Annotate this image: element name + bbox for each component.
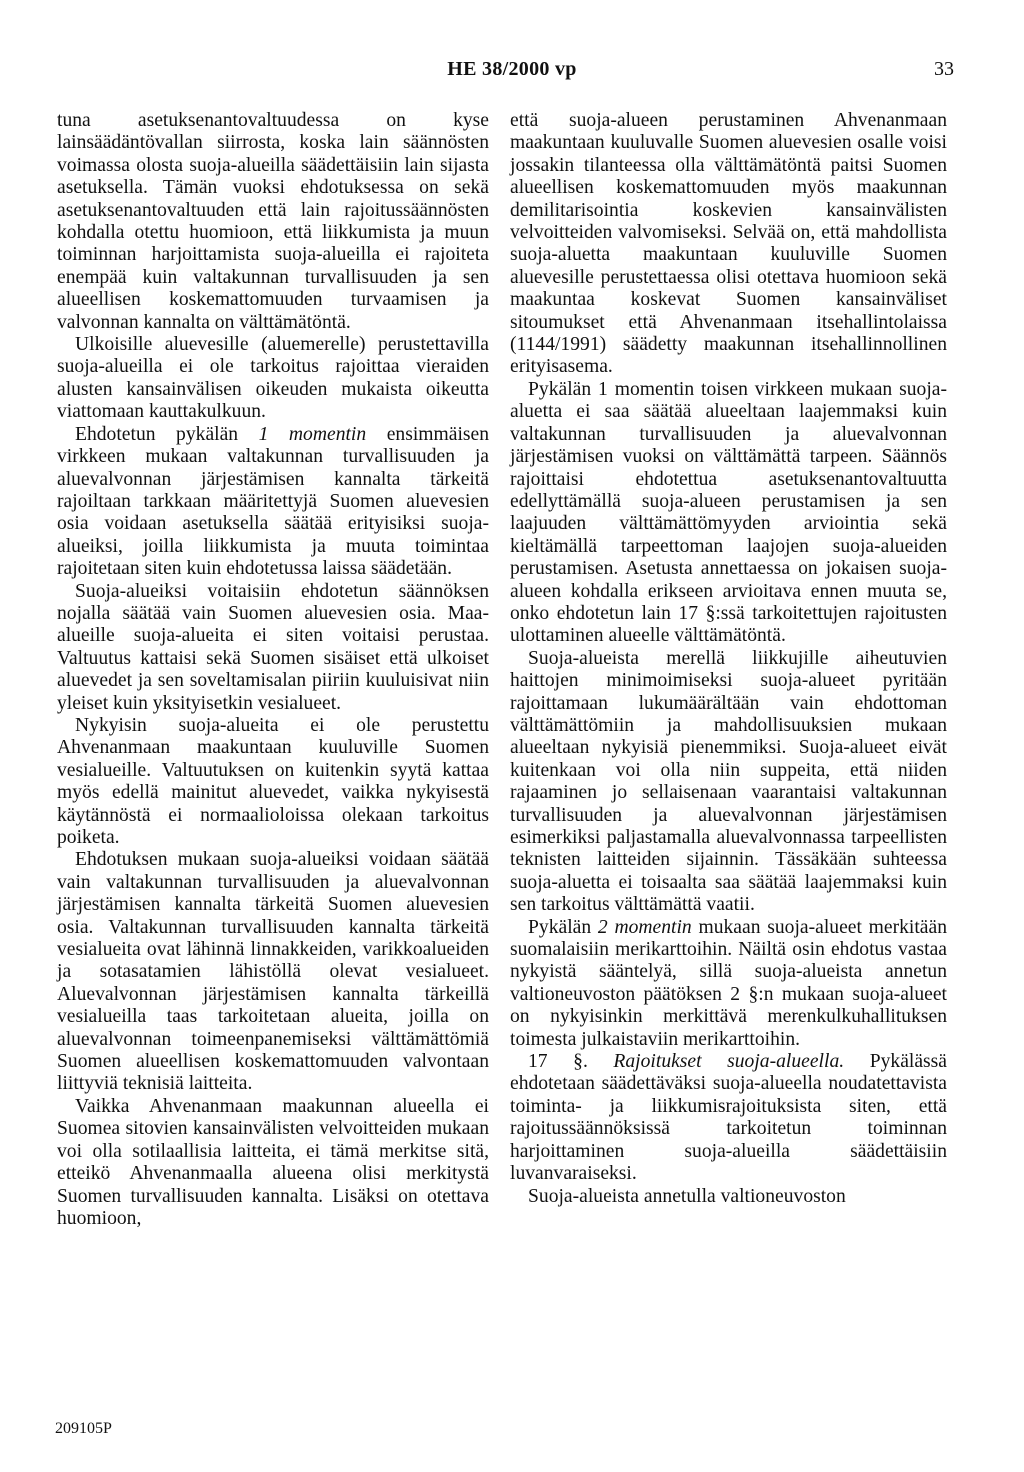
left-column: [57, 110, 489, 1230]
paragraph: Vaikka Ahvenanmaan maakunnan alueella ei Suomea sitovien kansainvälisten velvoitteiden mukaan voi olla sotilaallisia laitteita, ei tämä merkitse sitä, etteikö Ahvenanmaalla alueena olisi merkitystä Suomen turvallisuuden kannalta. Lisäksi on otettava huomioon,: [57, 1095, 489, 1229]
emphasis-text: 1 momentin: [258, 423, 367, 445]
section-number: 17 §.: [528, 1051, 614, 1073]
text: mukaan suoja-alueet merkitään suomalaisiin merikarttoihin. Näiltä osin ehdotus vastaa nykyistä sääntelyä, sillä suoja-alueista annetun valtioneuvoston päätöksen 2 §:n mukaan suoja-alueet on nykyisinkin merkittävä merenkulkuhallituksen toimesta julkaistaviin merikarttoihin.: [510, 916, 947, 1050]
right-column: [510, 110, 947, 1208]
section-heading: Rajoitukset suoja-alueella.: [613, 1051, 845, 1073]
emphasis-text: 2 momentin: [597, 916, 692, 938]
paragraph: Suoja-alueista merellä liikkujille aiheutuvien haittojen minimoimiseksi suoja-alueet pyritään rajoittamaan lukumäärältään vain ehdottoman välttämättömiin ja mahdollisuuksien mukaan alueeltaan nykyisiä pienemmiksi. Suoja-alueet eivät kuitenkaan voi olla niin suppeita, että niiden rajaaminen jo sellaisenaan vaarantaisi valtakunnan turvallisuuden ja aluevalvonnan järjestämisen esimerkiksi paljastamalla aluevalvonnassa tarpeellisten teknisten laitteiden sijainnin. Tässäkään suhteessa suoja-aluetta ei toisaalta saa säätää laajemmaksi kuin sen tarkoitus välttämättä vaatii.: [510, 647, 947, 916]
text: ensimmäisen virkkeen mukaan valtakunnan turvallisuuden ja aluevalvonnan järjestämisen kannalta tärkeitä rajoiltaan tarkkaan määritettyjä Suomen aluevesien osia voidaan asetuksella säätää erityisiksi suoja-alueiksi, joilla liikkumista ja muuta toimintaa rajoitetaan siten kuin ehdotetussa laissa säädetään.: [57, 423, 490, 580]
paragraph-section-17: [510, 1051, 947, 1185]
page-number: 33: [934, 58, 954, 80]
page-header-title: HE 38/2000 vp: [447, 58, 577, 80]
footer-code: 209105P: [55, 1420, 112, 1437]
paragraph: Pykälän 1 momentin toisen virkkeen mukaan suoja-aluetta ei saa säätää alueeltaan laajemmaksi kuin valtakunnan turvallisuuden ja aluevalvonnan järjestämisen vuoksi on välttämättä tarpeen. Säännös rajoittaisi ehdotettua asetuksenantovaltuutta edellyttämällä suoja-alueen perustamisen ja sen laajuuden välttämättömyyden arviointia sekä kieltämällä tarpeettoman laajojen suoja-alueiden perustamisen. Asetusta annettaessa on jokaisen suoja-alueen kohdalla erikseen arvioitava ennen muuta se, onko ehdotetun lain 17 §:ssä tarkoitettujen rajoitusten ulottaminen alueelle välttämätöntä.: [510, 378, 947, 647]
paragraph-moment-1: [57, 424, 489, 581]
paragraph-moment-2: [510, 917, 947, 1051]
text: Pykälän: [528, 916, 598, 938]
text: Pykälässä ehdotetaan säädettäväksi suoja-alueella noudatettavista toiminta- ja liikkumisrajoituksista siten, että rajoitussäännöksissä tarkoitetun toiminnan harjoittaminen suoja-alueilla säädettäisiin luvanvaraiseksi.: [510, 1051, 947, 1185]
text: Ehdotetun pykälän: [75, 423, 259, 445]
paragraph: että suoja-alueen perustaminen Ahvenanmaan maakuntaan kuuluvalle Suomen aluevesien osalle voisi jossakin tilanteessa olla välttämätöntä paitsi Suomen alueellisen koskemattomuuden myös maakunnan demilitarisointia koskevien kansainvälisten velvoitteiden valvomiseksi. Selvää on, että mahdollista suoja-aluetta maakuntaan kuuluville Suomen aluevesille perustettaessa olisi otettava huomioon sekä maakuntaa koskevat Suomen kansainväliset sitoumukset että Ahvenanmaan itsehallintolaissa (1144/1991) säädetty maakunnan itsehallinnollinen erityisasema.: [510, 110, 947, 378]
paragraph: Nykyisin suoja-alueita ei ole perustettu Ahvenanmaan maakuntaan kuuluville Suomen vesialueille. Valtuutuksen on kuitenkin syytä kattaa myös edellä mainitut aluevedet, vaikka nykyisestä käytännöstä ei normaalioloissa olekaan tarkoitus poiketa.: [57, 714, 489, 848]
paragraph: Suoja-alueista annetulla valtioneuvoston: [528, 1185, 846, 1207]
paragraph: Suoja-alueiksi voitaisiin ehdotetun säännöksen nojalla säätää vain Suomen aluevesien osia. Maa-alueille suoja-alueita ei siten voitaisi perustaa. Valtuutus kattaisi sekä Suomen sisäiset että ulkoiset aluevedet ja sen soveltamisalan piiriin kuuluisivat niin yleiset kuin yksityisetkin vesialueet.: [57, 580, 489, 714]
paragraph: Ulkoisille aluevesille (aluemerelle) perustettavilla suoja-alueilla ei ole tarkoitus rajoittaa vieraiden alusten kansainvälisen oikeuden mukaista oikeutta viattomaan kauttakulkuun.: [57, 334, 489, 423]
paragraph: tuna asetuksenantovaltuudessa on kyse lainsäädäntövallan siirrosta, koska lain säännösten voimassa olosta suoja-alueilla säädettäisiin lain sijasta asetuksella. Tämän vuoksi ehdotuksessa on sekä asetuksenantovaltuuden että lain rajoitussäännösten kohdalla otettu huomioon, että liikkumista ja muun toiminnan harjoittamista suoja-alueilla ei rajoiteta enempää kuin valtakunnan turvallisuuden ja sen alueellisen koskemattomuuden turvaamisen ja valvonnan kannalta on välttämätöntä.: [57, 110, 489, 333]
paragraph: Ehdotuksen mukaan suoja-alueiksi voidaan säätää vain valtakunnan turvallisuuden ja aluevalvonnan järjestämisen kannalta tärkeitä Suomen aluevesien osia. Valtakunnan turvallisuuden kannalta tärkeitä vesialueita ovat lähinnä linnakkeiden, varikkoalueiden ja sotasatamien lähistöllä olevat vesialueet. Aluevalvonnan järjestämisen kannalta tärkeillä vesialueilla taas tarkoitetaan alueita, joilla on aluevalvonnan toimeenpanemiseksi välttämättömiä Suomen alueellisen koskemattomuuden valvontaan liittyviä teknisiä laitteita.: [57, 849, 489, 1095]
